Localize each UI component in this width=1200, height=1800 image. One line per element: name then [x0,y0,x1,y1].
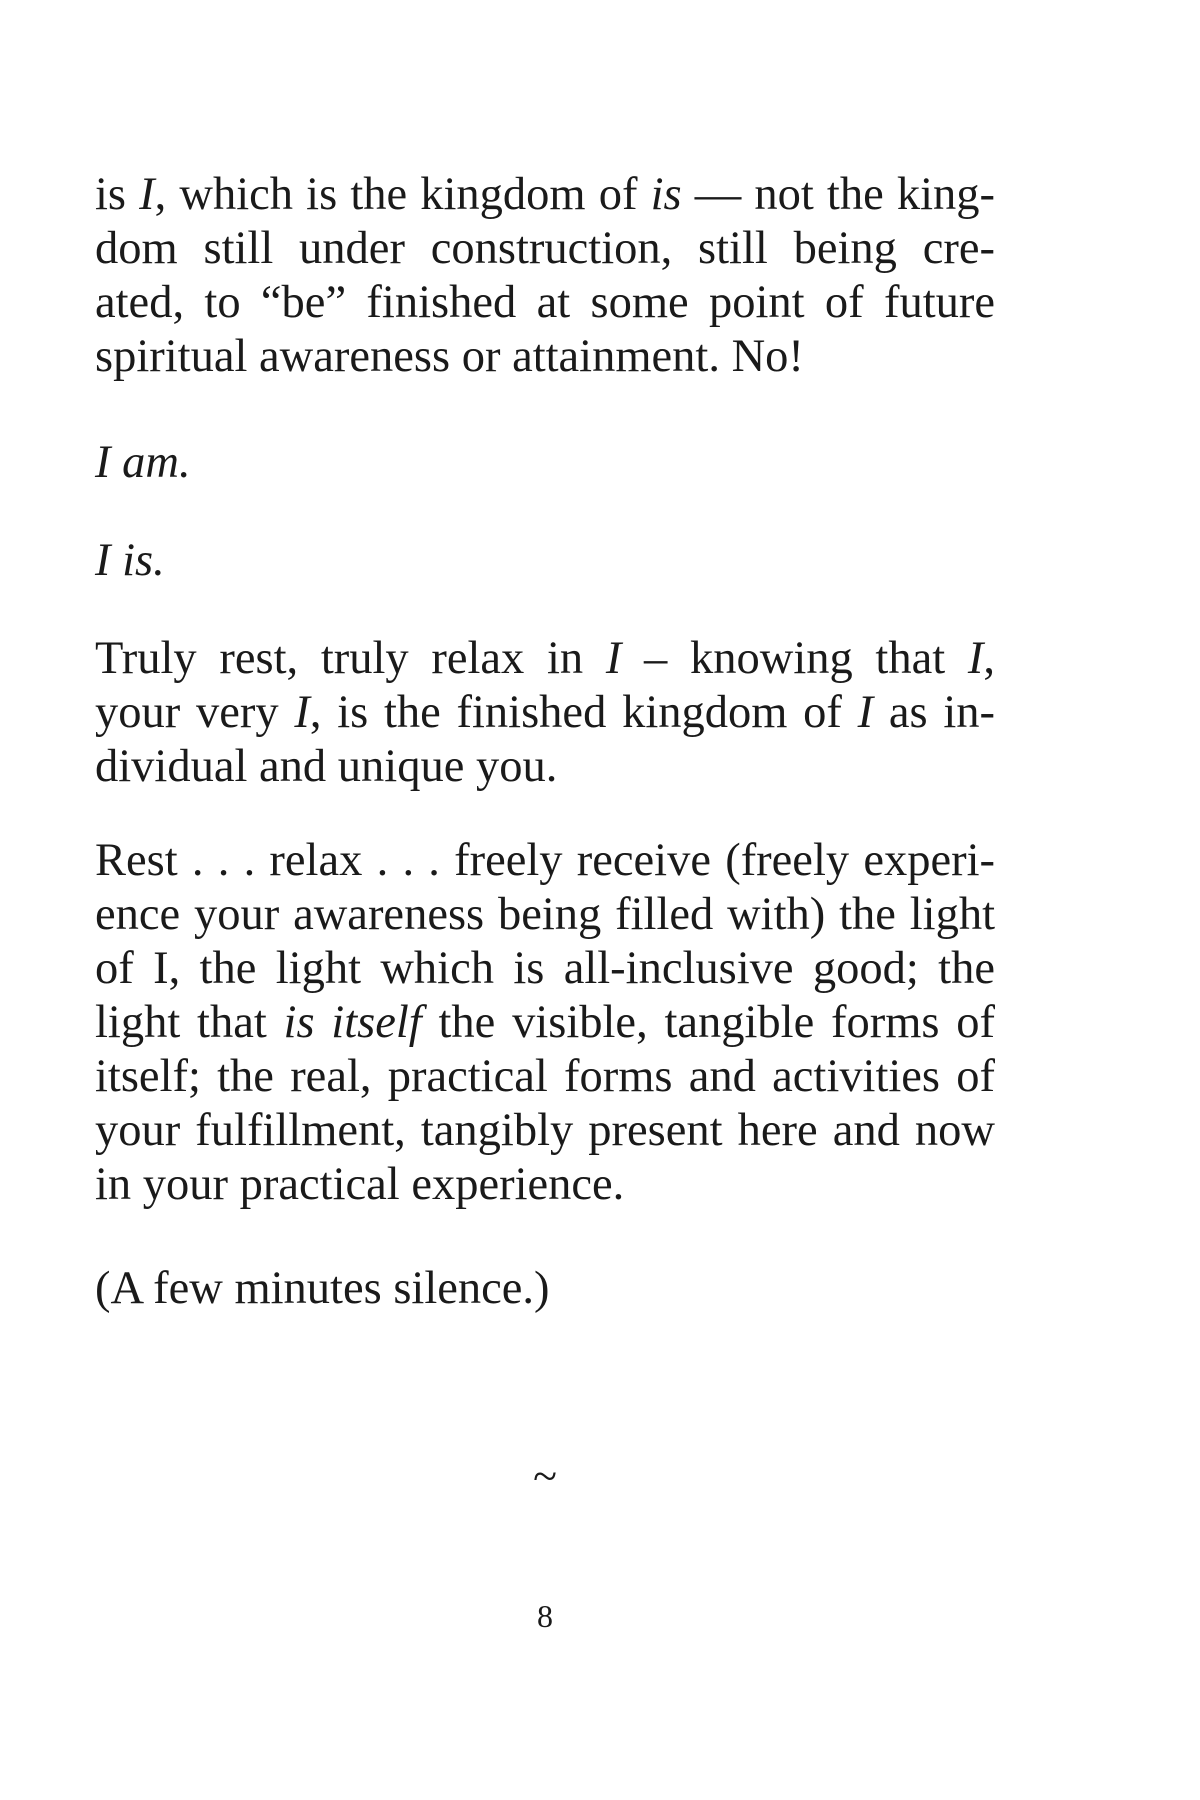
text-run: — not the king- [681,169,996,220]
text-line [95,632,995,686]
text-run: , is the finished kingdom of [309,687,858,738]
text-line [95,996,995,1050]
text-line [95,222,995,276]
text-run: ated, to “be” finished at some point of future [95,277,995,328]
italic-text: I am. [95,437,191,488]
text-line [95,168,995,222]
text-run: as in- [873,687,995,738]
text-line [95,436,995,490]
text-line [95,1158,995,1212]
text-run: itself; the real, practical forms and activities of [95,1051,995,1102]
paragraph [95,1262,995,1316]
text-line [95,330,995,384]
text-run: , [983,633,995,684]
paragraph [95,534,995,588]
text-run: Rest . . . relax . . . freely receive (freely experi- [95,835,995,886]
paragraph [95,168,995,384]
paragraph [95,436,995,490]
text-line [95,534,995,588]
italic-text: I [605,633,622,684]
italic-text: is [650,169,682,220]
text-line [95,1050,995,1104]
text-line [95,1262,995,1316]
text-line [95,276,995,330]
text-run: , which is the kingdom of [154,169,651,220]
italic-text: is itself [283,997,422,1048]
text-line [95,1104,995,1158]
italic-text: I [857,687,874,738]
text-line [95,686,995,740]
text-run: – knowing that [621,633,968,684]
text-run: the visible, tangible forms of [421,997,995,1048]
text-run: in your practical experience. [95,1159,625,1210]
italic-text: I is. [95,535,165,586]
italic-text: I [967,633,984,684]
text-run: your fulfillment, tangibly present here and now [95,1105,995,1156]
text-run: dividual and unique you. [95,741,558,792]
italic-text: I [294,687,310,738]
paragraph [95,632,995,794]
text-line [95,942,995,996]
text-run: Truly rest, truly relax in [95,633,606,684]
text-line [95,740,995,794]
text-run: (A few minutes silence.) [95,1263,550,1314]
text-run: light that [95,997,284,1048]
text-line [95,834,995,888]
text-run: ence your awareness being filled with) the light [95,889,995,940]
italic-text: I [139,169,155,220]
text-run: spiritual awareness or attainment. No! [95,331,804,382]
text-run: your very [95,687,295,738]
page-body [95,168,995,1316]
text-line [95,888,995,942]
section-break-ornament: ~ [533,1452,557,1501]
paragraph [95,834,995,1212]
text-run: dom still under construction, still being cre- [95,223,995,274]
text-run: is [95,169,140,220]
text-run: of I, the light which is all-inclusive good; the [95,943,995,994]
page-number: 8 [537,1598,553,1634]
